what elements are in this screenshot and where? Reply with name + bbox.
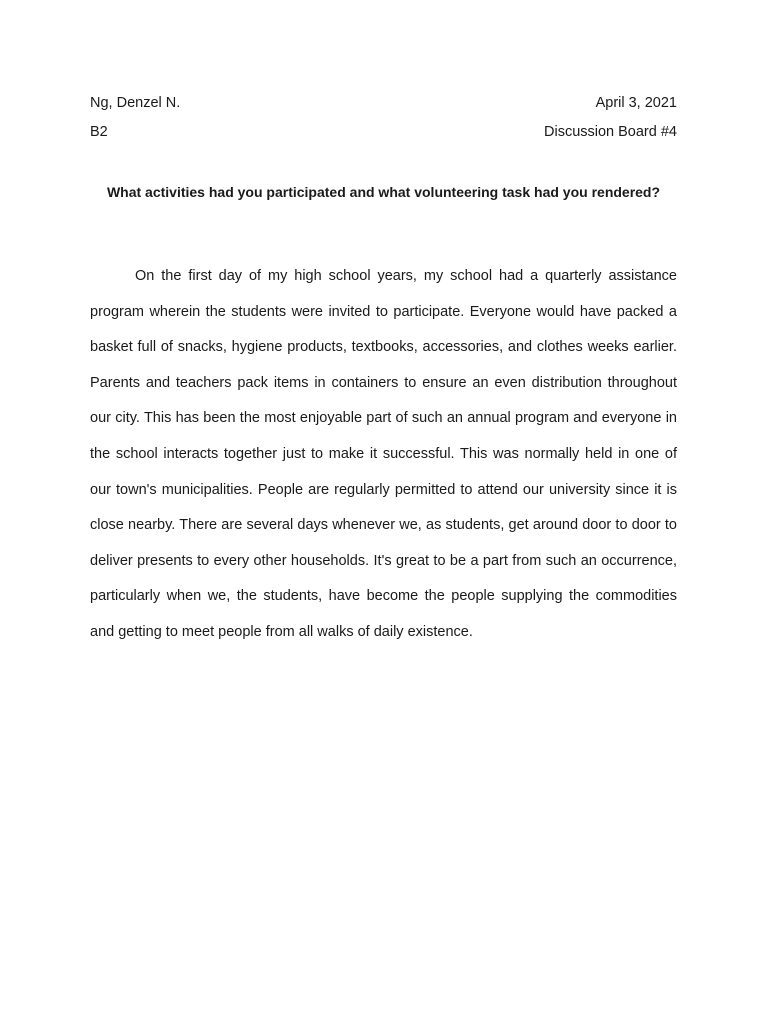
- document-date: April 3, 2021: [595, 95, 677, 111]
- body-paragraph: On the first day of my high school years, my school had a quarterly assistance program wherein the students were invited to participate. Everyone would have packed a basket full of snacks, hygiene products, textbooks, accessories, and clothes weeks earlier. Parents and teachers pack items in containers to ensure an even distribution throughout our city. This has been the most enjoyable part of such an annual program and everyone in the school interacts together just to make it successful. This was normally held in one of our town's municipalities. People are regularly permitted to attend our university since it is close nearby. There are several days whenever we, as students, get around door to door to deliver presents to every other households. It's great to be a part from such an occurrence, particularly when we, the students, have become the people supplying the commodities and getting to meet people from all walks of daily existence.: [90, 268, 677, 640]
- header-row-1: [90, 94, 677, 112]
- header-row-2: [90, 123, 677, 141]
- assignment-label: Discussion Board #4: [544, 124, 677, 140]
- section-label: B2: [90, 124, 108, 140]
- author-name: Ng, Denzel N.: [90, 95, 181, 111]
- question-heading: What activities had you participated and what volunteering task had you rendered?: [106, 184, 661, 200]
